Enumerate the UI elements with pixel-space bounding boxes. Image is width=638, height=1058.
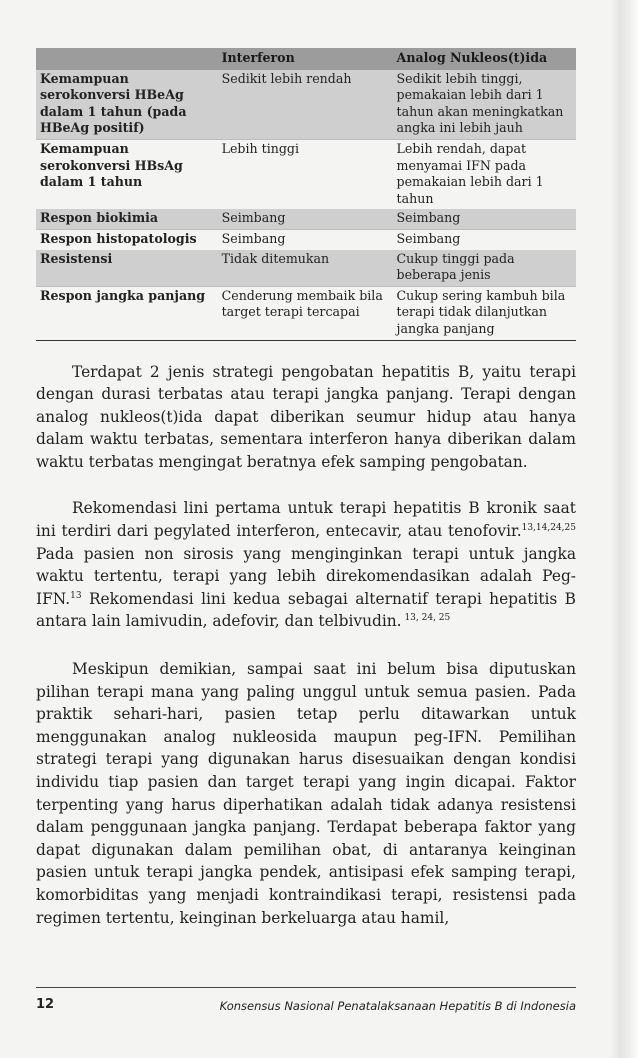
table-row [36, 209, 576, 229]
paragraph-recommendations [36, 497, 576, 633]
paragraph-therapy-choice: Meskipun demikian, sampai saat ini belum bisa diputuskan pilihan terapi mana yang paling unggul untuk semua pasien. Pada praktik sehari-hari, pasien tetap perlu ditawarkan untuk menggunakan analog nukleosida maupun peg-IFN. Pemilihan strategi terapi yang digunakan harus disesuaikan dengan kondisi individu tiap pasien dan target terapi yang ingin dicapai. Faktor terpenting yang harus diperhatikan adalah tidak adanya resistensi dalam penggunaan jangka panjang. Terdapat beberapa faktor yang dapat digunakan dalam pemilihan obat, di antaranya keinginan pasien untuk terapi jangka pendek, antisipasi efek samping terapi, komorbiditas yang menjadi kontraindikasi terapi, resistensi pada regimen tertentu, keinginan berkeluarga atau hamil, [36, 660, 576, 927]
row-label: Kemampuan serokonversi HBeAg dalam 1 tahun (pada HBeAg positif) [36, 70, 218, 140]
recommendation-non-cirrhosis: Pada pasien non sirosis yang menginginkan terapi untuk jangka waktu tertentu, terapi yang lebih direkomendasikan adalah Peg-IFN. [36, 544, 576, 608]
interferon-cell: Seimbang [218, 229, 393, 249]
analog-cell: Seimbang [393, 229, 576, 249]
table-header-row [36, 48, 576, 70]
row-label: Respon histopatologis [36, 229, 218, 249]
page-content [36, 48, 576, 929]
row-label: Respon jangka panjang [36, 286, 218, 340]
analog-cell: Sedikit lebih tinggi, pemakaian lebih dari 1 tahun akan meningkatkan angka ini lebih jauh [393, 70, 576, 140]
table-row [36, 139, 576, 209]
table-header-interferon: Interferon [218, 48, 393, 70]
analog-cell: Cukup sering kambuh bila terapi tidak dilanjutkan jangka panjang [393, 286, 576, 340]
page-number: 12 [36, 997, 55, 1012]
row-label: Resistensi [36, 250, 218, 287]
interferon-cell: Seimbang [218, 209, 393, 229]
row-label: Respon biokimia [36, 209, 218, 229]
analog-cell: Cukup tinggi pada beberapa jenis [393, 250, 576, 287]
recommendation-first-line: Rekomendasi lini pertama untuk terapi hepatitis B kronik saat ini terdiri dari pegylated interferon, entecavir, atau tenofovir. [36, 499, 576, 541]
table-row [36, 229, 576, 249]
running-footer-title: Konsensus Nasional Penatalaksanaan Hepatitis B di Indonesia [219, 999, 576, 1013]
page-edge-shadow [610, 0, 638, 1058]
comparison-table [36, 48, 576, 341]
footer-divider [36, 987, 576, 988]
table-row [36, 250, 576, 287]
table-header-empty [36, 48, 218, 70]
interferon-cell: Tidak ditemukan [218, 250, 393, 287]
interferon-cell: Lebih tinggi [218, 139, 393, 209]
recommendation-second-line: Rekomendasi lini kedua sebagai alternatif terapi hepatitis B antara lain lamivudin, adefovir, dan telbivudin. [36, 589, 576, 631]
interferon-cell: Sedikit lebih rendah [218, 70, 393, 140]
paragraph-treatment-strategy: Terdapat 2 jenis strategi pengobatan hepatitis B, yaitu terapi dengan durasi terbatas atau terapi jangka panjang. Terapi dengan analog nukleos(t)ida dapat diberikan seumur hidup atau hanya dalam waktu terbatas, sementara interferon hanya diberikan dalam waktu terbatas mengingat beratnya efek samping pengobatan. [36, 362, 576, 471]
analog-cell: Seimbang [393, 209, 576, 229]
interferon-cell: Cenderung membaik bila target terapi tercapai [218, 286, 393, 340]
table-row [36, 70, 576, 140]
table-row [36, 286, 576, 340]
citation-ref: 13 [70, 590, 82, 601]
citation-ref: 13, 24, 25 [401, 613, 451, 624]
analog-cell: Lebih rendah, dapat menyamai IFN pada pemakaian lebih dari 1 tahun [393, 139, 576, 209]
table-header-analog: Analog Nukleos(t)ida [393, 48, 576, 70]
citation-ref: 13,14,24,25 [521, 523, 576, 534]
row-label: Kemampuan serokonversi HBsAg dalam 1 tahun [36, 139, 218, 209]
